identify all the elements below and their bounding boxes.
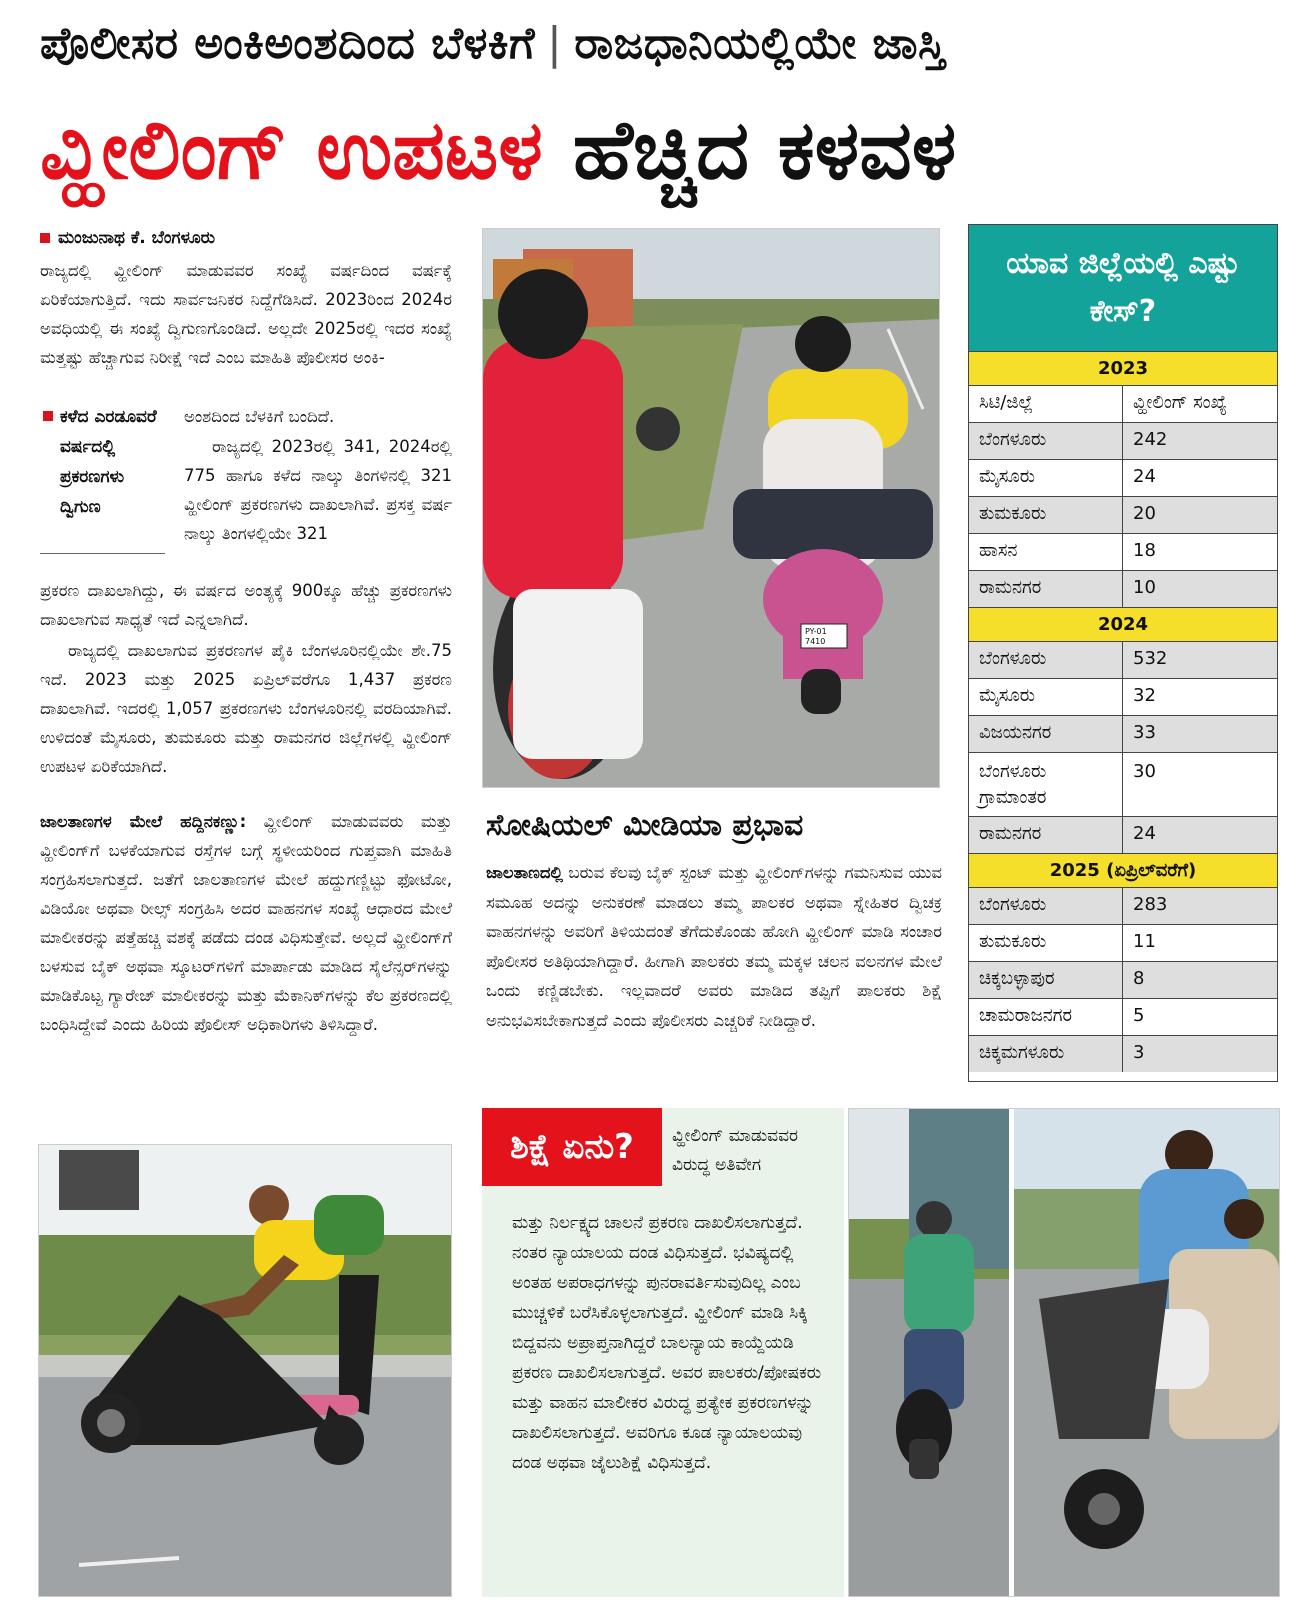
byline-text: ಮಂಜುನಾಥ ಕೆ. ಬೆಂಗಳೂರು	[58, 228, 216, 248]
table-row	[969, 1035, 1277, 1072]
punishment-tag: ಶಿಕ್ಷೆ ಏನು?	[482, 1108, 662, 1186]
table-row	[969, 752, 1277, 816]
cell-count: 20	[1133, 503, 1156, 524]
table-row	[969, 533, 1277, 570]
paragraph-lead: ಜಾಲತಾಣದಲ್ಲಿ	[486, 863, 564, 882]
cell-place: ವಿಜಯನಗರ	[969, 716, 1123, 752]
table-row	[969, 715, 1277, 752]
cell-count: 24	[1133, 823, 1156, 844]
article-paragraph-1: ರಾಜ್ಯದಲ್ಲಿ ವ್ಹೀಲಿಂಗ್ ಮಾಡುವವರ ಸಂಖ್ಯೆ ವರ್ಷದಿಂದ ವರ್ಷಕ್ಕೆ ಏರಿಕೆಯಾಗುತ್ತಿದೆ. ಇದು ಸಾರ್ವಜನಿಕರ ನಿದ್ದೆಗೆಡಿಸಿದೆ. 2023ರಿಂದ 2024ರ ಅವಧಿಯಲ್ಲಿ ಈ ಸಂಖ್ಯೆ ದ್ವಿಗುಣಗೊಂಡಿದೆ. ಅಲ್ಲದೇ 2025ರಲ್ಲಿ ಇದರ ಸಂಖ್ಯೆ ಮತ್ತಷ್ಟು ಹೆಚ್ಚಾಗುವ ನಿರೀಕ್ಷೆ ಇದೆ ಎಂಬ ಮಾಹಿತಿ ಪೊಲೀಸರ ಅಂಕಿ-	[40, 261, 452, 367]
table-year-2023: 2023	[969, 351, 1277, 385]
punishment-intro: ವ್ಹೀಲಿಂಗ್ ಮಾಡುವವರ ವಿರುದ್ಧ ಅತಿವೇಗ	[672, 1126, 798, 1175]
kicker-left: ಪೊಲೀಸರ ಅಂಕಿಅಂಶದಿಂದ ಬೆಳಕಿಗೆ	[40, 18, 536, 69]
kicker-separator: |	[547, 18, 563, 69]
bullet-square-icon	[40, 233, 50, 243]
cell-count: 11	[1133, 931, 1156, 952]
byline	[40, 228, 460, 248]
paragraph-body: ಬರುವ ಕೆಲವು ಬೈಕ್ ಸ್ಟಂಟ್ ಮತ್ತು ವ್ಹೀಲಿಂಗ್‌ಗಳನ್ನು ಗಮನಿಸುವ ಯುವ ಸಮೂಹ ಅದನ್ನು ಅನುಕರಣೆ ಮಾಡಲು ತಮ್ಮ ಪಾಲಕರ ಅಥವಾ ಸ್ನೇಹಿತರ ದ್ವಿಚಕ್ರ ವಾಹನಗಳನ್ನು ಅವರಿಗೆ ತಿಳಿಯದಂತೆ ತೆಗೆದುಕೊಂಡು ಹೋಗಿ ವ್ಹೀಲಿಂಗ್ ಮಾಡಿ ಸಂಚಾರ ಪೊಲೀಸರ ಅತಿಥಿಯಾಗಿದ್ದಾರೆ. ಹೀಗಾಗಿ ಪಾಲಕರು ತಮ್ಮ ಮಕ್ಕಳ ಚಲನ ವಲನಗಳ ಮೇಲೆ ಒಂದು ಕಣ್ಣಿಡಬೇಕು. ಇಲ್ಲವಾದರೆ ಅವರು ಮಾಡಿದ ತಪ್ಪಿಗೆ ಪಾಲಕರು ಶಿಕ್ಷೆ ಅನುಭವಿಸಬೇಕಾಗುತ್ತದೆ ಎಂದು ಪೊಲೀಸರು ಎಚ್ಚರಿಕೆ ನೀಡಿದ್ದಾರೆ.	[486, 863, 942, 1030]
photo-scooter-riders-illustration	[483, 229, 940, 788]
cell-count: 283	[1133, 894, 1168, 915]
column-header-city: ಸಿಟಿ/ಜಿಲ್ಲೆ	[969, 386, 1123, 422]
bullet-square-icon	[43, 411, 53, 421]
cell-count: 24	[1133, 466, 1156, 487]
cell-place: ರಾಮನಗರ	[969, 571, 1123, 607]
cell-place: ಬೆಂಗಳೂರು ಗ್ರಾಮಾಂತರ	[969, 753, 1123, 816]
photo-wheelie-stunt	[38, 1144, 452, 1597]
cell-place: ಮೈಸೂರು	[969, 460, 1123, 496]
cell-place: ಹಾಸನ	[969, 534, 1123, 570]
table-row	[969, 678, 1277, 715]
cell-count: 10	[1133, 577, 1156, 598]
headline-red: ವ್ಹೀಲಿಂಗ್ ಉಪಟಳ	[40, 103, 543, 198]
cell-count: 242	[1133, 429, 1168, 450]
cell-count: 18	[1133, 540, 1156, 561]
cell-place: ಬೆಂಗಳೂರು	[969, 642, 1123, 678]
article-paragraph-3: ಪ್ರಕರಣ ದಾಖಲಾಗಿದ್ದು, ಈ ವರ್ಷದ ಅಂತ್ಯಕ್ಕೆ 900ಕ್ಕೂ ಹೆಚ್ಚು ಪ್ರಕರಣಗಳು ದಾಖಲಾಗುವ ಸಾಧ್ಯತೆ ಇದೆ ಎನ್ನಲಾಗಿದೆ.	[40, 581, 452, 629]
photo-riders-collage	[848, 1108, 1280, 1597]
cell-count: 30	[1133, 761, 1156, 782]
cell-count: 8	[1133, 968, 1145, 989]
table-row	[969, 961, 1277, 998]
article-paragraph-2: ರಾಜ್ಯದಲ್ಲಿ 2023ರಲ್ಲಿ 341, 2024ರಲ್ಲಿ 775 ಹಾಗೂ ಕಳೆದ ನಾಲ್ಕು ತಿಂಗಳಿನಲ್ಲಿ 321 ವ್ಹೀಲಿಂಗ್ ಪ್ರಕರಣಗಳು ದಾಖಲಾಗಿವೆ. ಪ್ರಸಕ್ತ ವರ್ಷ ನಾಲ್ಕು ತಿಂಗಳಲ್ಲಿಯೇ 321	[184, 437, 452, 543]
column-header-count: ವ್ಹೀಲಿಂಗ್ ಸಂಖ್ಯೆ	[1133, 392, 1227, 413]
cell-place: ರಾಮನಗರ	[969, 817, 1123, 853]
punishment-body: ಮತ್ತು ನಿರ್ಲಕ್ಷ್ಯದ ಚಾಲನೆ ಪ್ರಕರಣ ದಾಖಲಿಸಲಾಗುತ್ತದೆ. ನಂತರ ನ್ಯಾಯಾಲಯ ದಂಡ ವಿಧಿಸುತ್ತದೆ. ಭವಿಷ್ಯದಲ್ಲಿ ಅಂತಹ ಅಪರಾಧಗಳನ್ನು ಪುನರಾವರ್ತಿಸುವುದಿಲ್ಲ ಎಂಬ ಮುಚ್ಚಳಿಕೆ ಬರೆಸಿಕೊಳ್ಳಲಾಗುತ್ತದೆ. ವ್ಹೀಲಿಂಗ್ ಮಾಡಿ ಸಿಕ್ಕಿ ಬಿದ್ದವನು ಅಪ್ರಾಪ್ತನಾಗಿದ್ದರೆ ಬಾಲನ್ಯಾಯ ಕಾಯ್ದೆಯಡಿ ಪ್ರಕರಣ ದಾಖಲಿಸಲಾಗುತ್ತದೆ. ಅವರ ಪಾಲಕರು/ಪೋಷಕರು ಮತ್ತು ವಾಹನ ಮಾಲೀಕರ ವಿರುದ್ಧ ಪ್ರತ್ಯೇಕ ಪ್ರಕರಣಗಳನ್ನು ದಾಖಲಿಸಲಾಗುತ್ತದೆ. ಅವರಿಗೂ ಕೂಡ ನ್ಯಾಯಾಲಯವು ದಂಡ ಅಥವಾ ಜೈಲುಶಿಕ್ಷೆ ವಿಧಿಸುತ್ತದೆ.	[512, 1213, 822, 1473]
section-title-social-media: ಸೋಷಿಯಲ್ ಮೀಡಿಯಾ ಪ್ರಭಾವ	[486, 808, 804, 843]
cell-place: ತುಮಕೂರು	[969, 497, 1123, 533]
kicker-right: ರಾಜಧಾನಿಯಲ್ಲಿಯೇ ಜಾಸ್ತಿ	[574, 18, 946, 69]
table-row	[969, 998, 1277, 1035]
cell-count: 532	[1133, 648, 1168, 669]
punishment-box	[482, 1108, 844, 1597]
table-row	[969, 496, 1277, 533]
cell-count: 3	[1133, 1042, 1145, 1063]
cell-count: 33	[1133, 722, 1156, 743]
cell-place: ಬೆಂಗಳೂರು	[969, 423, 1123, 459]
pull-quote-text: ಕಳೆದ ಎರಡೂವರೆ ವರ್ಷದಲ್ಲಿ ಪ್ರಕರಣಗಳು ದ್ವಿಗುಣ	[60, 407, 157, 517]
photo-wheelie-stunt-illustration	[39, 1145, 452, 1597]
cell-place: ತುಮಕೂರು	[969, 925, 1123, 961]
table-row	[969, 570, 1277, 607]
cases-table	[968, 224, 1278, 1082]
paragraph-lead: ಜಾಲತಾಣಗಳ ಮೇಲೆ ಹದ್ದಿನಕಣ್ಣು:	[40, 812, 247, 831]
plate-top: PY-01	[805, 627, 827, 636]
table-row	[969, 924, 1277, 961]
main-headline	[40, 96, 1290, 216]
paragraph-body: ವ್ಹೀಲಿಂಗ್ ಮಾಡುವವರು ಮತ್ತು ವ್ಹೀಲಿಂಗ್‌ಗೆ ಬಳಕೆಯಾಗುವ ರಸ್ತೆಗಳ ಬಗ್ಗೆ ಸ್ಥಳೀಯರಿಂದ ಗುಪ್ತವಾಗಿ ಮಾಹಿತಿ ಸಂಗ್ರಹಿಸಲಾಗುತ್ತದೆ. ಜತೆಗೆ ಜಾಲತಾಣಗಳ ಮೇಲೆ ಹದ್ದುಗಣ್ಣಿಟ್ಟು ಫೋಟೋ, ವಿಡಿಯೋ ಅಥವಾ ರೀಲ್ಸ್ ಸಂಗ್ರಹಿಸಿ ಅದರ ವಾಹನಗಳ ಸಂಖ್ಯೆ ಆಧಾರದ ಮೇಲೆ ಮಾಲೀಕರನ್ನು ಪತ್ತೆಹಚ್ಚಿ ವಶಕ್ಕೆ ಪಡೆದು ದಂಡ ವಿಧಿಸುತ್ತೇವೆ. ಅಲ್ಲದೆ ವ್ಹೀಲಿಂಗ್‌ಗೆ ಬಳಸುವ ಬೈಕ್ ಅಥವಾ ಸ್ಕೂಟರ್‌ಗಳಿಗೆ ಮಾರ್ಪಾಡು ಮಾಡಿದ ಸೈಲೆನ್ಸರ್‌ಗಳನ್ನು ಮಾಡಿಕೊಟ್ಟ ಗ್ಯಾರೇಜ್ ಮಾಲೀಕರನ್ನು ಮತ್ತು ಮೆಕಾನಿಕ್‌ಗಳನ್ನು ಕೆಲ ಪ್ರಕರಣದಲ್ಲಿ ಬಂಧಿಸಿದ್ದೇವೆ ಎಂದು ಹಿರಿಯ ಪೊಲೀಸ್ ಅಧಿಕಾರಿಗಳು ತಿಳಿಸಿದ್ದಾರೆ.	[40, 812, 452, 1034]
cell-count: 5	[1133, 1005, 1145, 1026]
kicker-headline	[40, 18, 1280, 88]
plate-bottom: 7410	[805, 637, 826, 646]
table-row	[969, 641, 1277, 678]
cell-place: ಚಿಕ್ಕಬಳ್ಳಾಪುರ	[969, 962, 1123, 998]
headline-black: ಹೆಚ್ಚಿದ ಕಳವಳ	[572, 103, 957, 198]
photo-scooter-riders	[482, 228, 940, 788]
cell-count: 32	[1133, 685, 1156, 706]
table-row	[969, 459, 1277, 496]
cell-place: ಬೆಂಗಳೂರು	[969, 888, 1123, 924]
table-header-row	[969, 385, 1277, 422]
cell-place: ಚಾಮರಾಜನಗರ	[969, 999, 1123, 1035]
social-media-paragraph	[486, 858, 942, 1088]
table-row	[969, 816, 1277, 853]
photo-riders-collage-illustration	[849, 1109, 1280, 1597]
pull-quote	[40, 402, 165, 554]
table-year-2024: 2024	[969, 607, 1277, 641]
table-title: ಯಾವ ಜಿಲ್ಲೆಯಲ್ಲಿ ಎಷ್ಟು ಕೇಸ್?	[969, 225, 1277, 351]
article-paragraph-4: ರಾಜ್ಯದಲ್ಲಿ ದಾಖಲಾಗುವ ಪ್ರಕರಣಗಳ ಪೈಕಿ ಬೆಂಗಳೂರಿನಲ್ಲಿಯೇ ಶೇ.75 ಇದೆ. 2023 ಮತ್ತು 2025 ಏಪ್ರಿಲ್‌ವರೆಗೂ 1,437 ಪ್ರಕರಣ ದಾಖಲಾಗಿವೆ. ಇದರಲ್ಲಿ 1,057 ಪ್ರಕರಣಗಳು ಬೆಂಗಳೂರಿನಲ್ಲಿ ವರದಿಯಾಗಿವೆ. ಉಳಿದಂತೆ ಮೈಸೂರು, ತುಮಕೂರು ಮತ್ತು ರಾಮನಗರ ಜಿಲ್ಲೆಗಳಲ್ಲಿ ವ್ಹೀಲಿಂಗ್ ಉಪಟಳ ಏರಿಕೆಯಾಗಿದೆ.	[40, 641, 452, 776]
article-paragraph-5	[40, 807, 452, 1127]
cell-place: ಚಿಕ್ಕಮಗಳೂರು	[969, 1036, 1123, 1072]
article-paragraph-1-end: ಅಂಶದಿಂದ ಬೆಳಕಿಗೆ ಬಂದಿದೆ.	[184, 407, 335, 426]
table-row	[969, 887, 1277, 924]
cell-place: ಮೈಸೂರು	[969, 679, 1123, 715]
table-row	[969, 422, 1277, 459]
table-year-2025: 2025 (ಏಪ್ರಿಲ್‌ವರೆಗೆ)	[969, 853, 1277, 887]
